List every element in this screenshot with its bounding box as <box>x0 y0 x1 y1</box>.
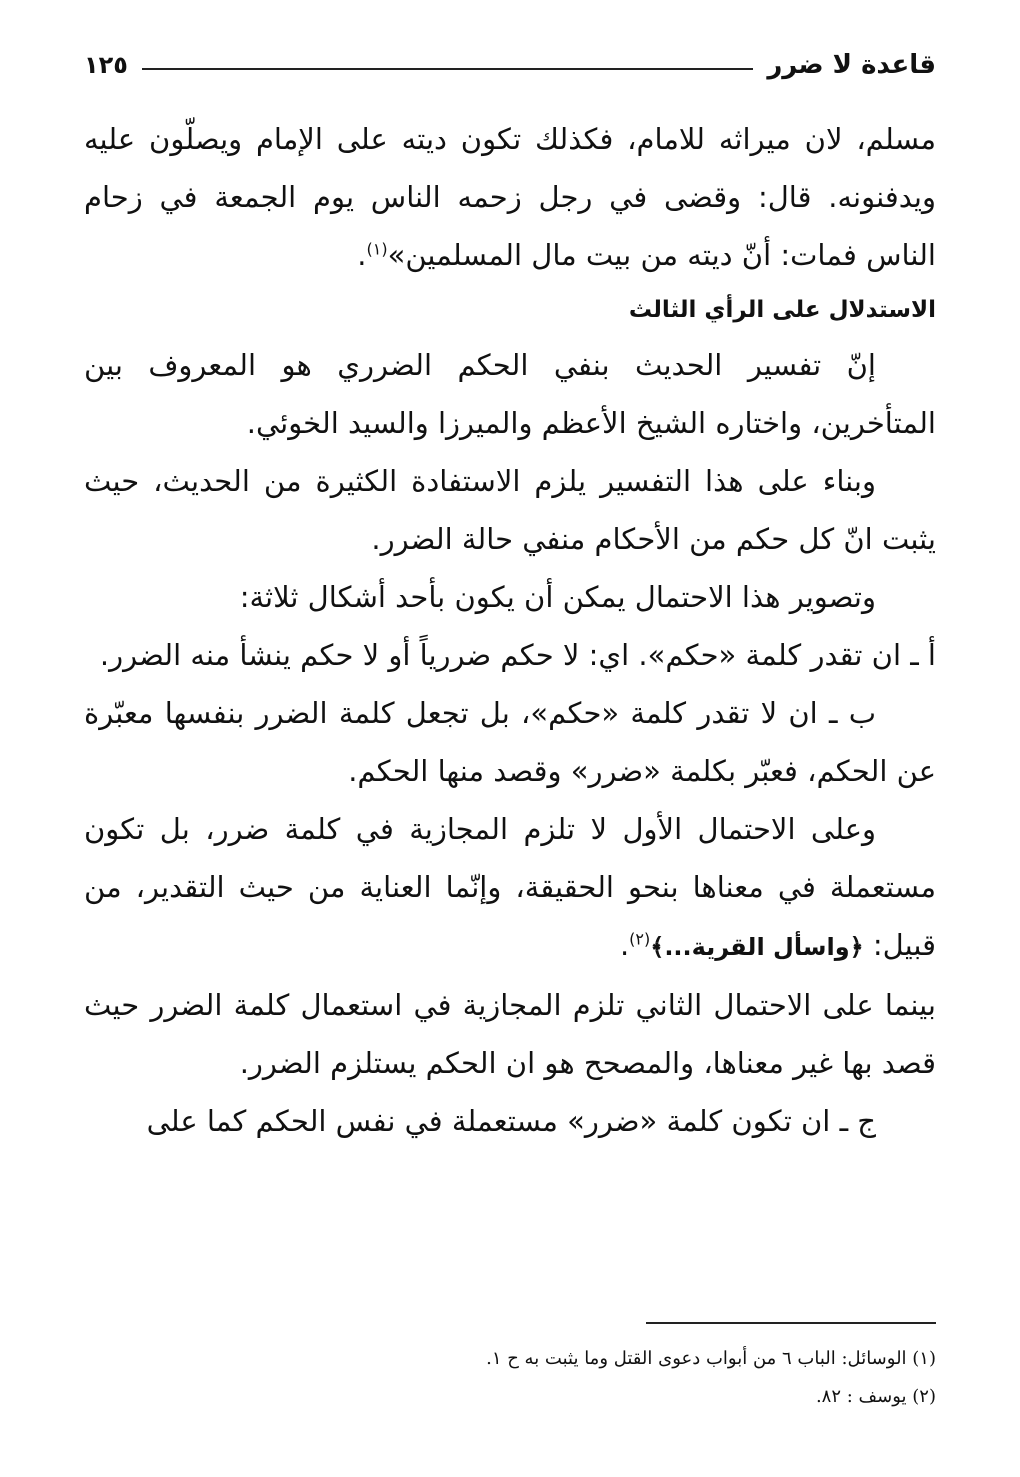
paragraph-1-end: . <box>357 238 367 272</box>
footnote-separator <box>646 1322 936 1324</box>
footnotes <box>84 1340 936 1416</box>
page-header <box>84 40 936 90</box>
paragraph-8: بينما على الاحتمال الثاني تلزم المجازية في استعمال كلمة الضرر حيث قصد بها غير معناها، والمصحح هو ان الحكم يستلزم الضرر. <box>84 988 936 1080</box>
paragraph-4: وتصوير هذا الاحتمال يمكن أن يكون بأحد أشكال ثلاثة: <box>239 580 876 614</box>
paragraph-9: ج ـ ان تكون كلمة «ضرر» مستعملة في نفس الحكم كما على <box>146 1104 876 1138</box>
paragraph-7-text: وعلى الاحتمال الأول لا تلزم المجازية في كلمة ضرر، بل تكون مستعملة في معناها بنحو الحقيقة، وإنّما العناية من حيث التقدير، من قبيل: <box>84 812 936 962</box>
footnote-ref-2: (٢) <box>629 929 651 949</box>
footnote-ref-1: (١) <box>366 239 388 259</box>
page-number: ١٢٥ <box>84 51 128 79</box>
running-title: قاعدة لا ضرر <box>767 50 936 80</box>
section-heading: الاستدلال على الرأي الثالث <box>628 297 936 323</box>
paragraph-1-text: مسلم، لان ميراثه للامام، فكذلك تكون ديته على الإمام ويصلّون عليه ويدفنونه. قال: وقضى في رجل زحمه الناس يوم الجمعة في زحام الناس فمات: أنّ ديته من بيت مال المسلمين» <box>84 122 936 272</box>
paragraph-2: إنّ تفسير الحديث بنفي الحكم الضرري هو المعروف بين المتأخرين، واختاره الشيخ الأعظم والميرزا والسيد الخوئي. <box>84 348 936 440</box>
main-text <box>84 110 936 1150</box>
footnote-1: (١) الوسائل: الباب ٦ من أبواب دعوى القتل وما يثبت به ح ١. <box>486 1348 936 1369</box>
paragraph-5: أ ـ ان تقدر كلمة «حكم». اي: لا حكم ضررياً أو لا حكم ينشأ منه الضرر. <box>99 638 936 672</box>
quran-quote: ﴿واسأل القرية...﴾ <box>650 933 864 961</box>
paragraph-6: ب ـ ان لا تقدر كلمة «حكم»، بل تجعل كلمة الضرر بنفسها معبّرة عن الحكم، فعبّر بكلمة «ضرر» وقصد منها الحكم. <box>84 696 936 788</box>
paragraph-7 <box>84 800 936 976</box>
header-rule <box>142 68 753 70</box>
paragraph-7-end: . <box>619 928 630 962</box>
paragraph-1 <box>84 110 936 284</box>
paragraph-3: وبناء على هذا التفسير يلزم الاستفادة الكثيرة من الحديث، حيث يثبت انّ كل حكم من الأحكام منفي حالة الضرر. <box>84 464 936 556</box>
footnote-2: (٢) يوسف : ٨٢. <box>815 1386 936 1407</box>
